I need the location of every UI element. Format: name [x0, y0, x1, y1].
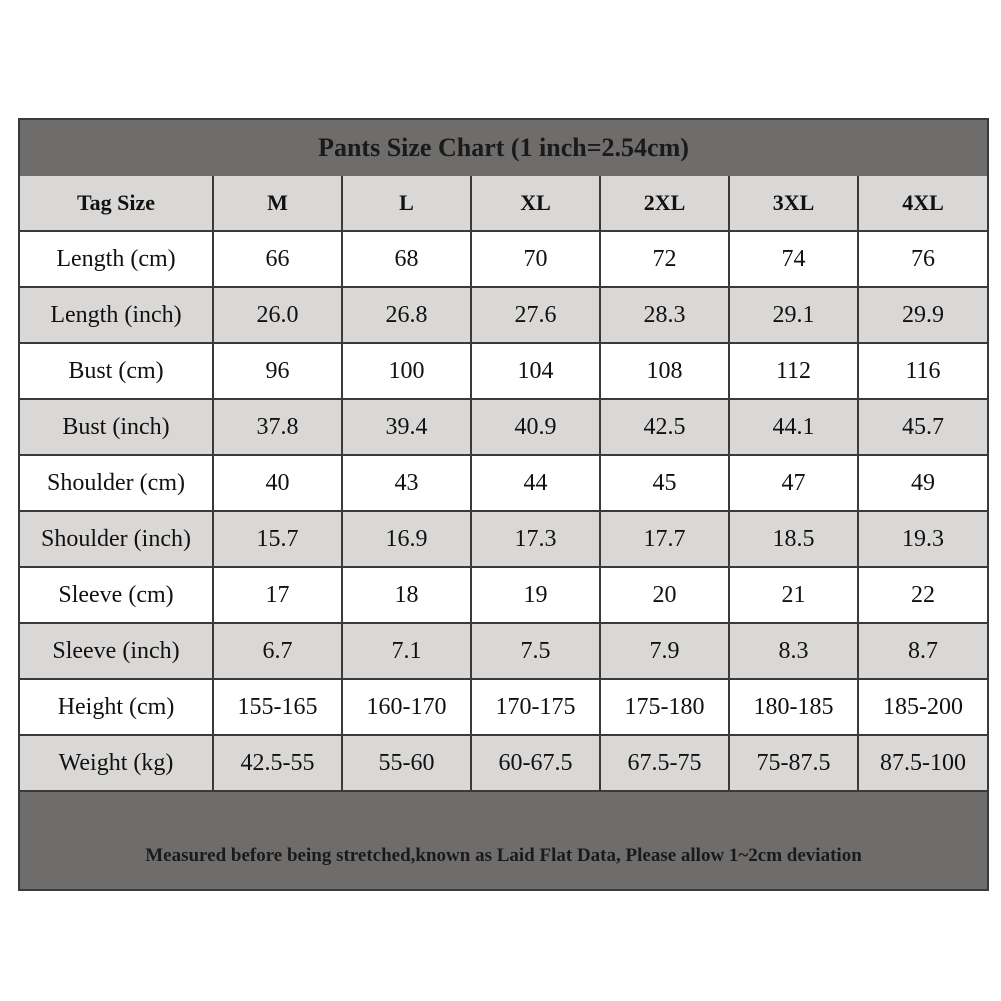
table-cell: 74 [729, 231, 858, 287]
row-label: Weight (kg) [20, 735, 213, 791]
table-cell: 21 [729, 567, 858, 623]
header-cell: 3XL [729, 176, 858, 231]
row-label: Sleeve (inch) [20, 623, 213, 679]
row-label: Shoulder (inch) [20, 511, 213, 567]
table-cell: 75-87.5 [729, 735, 858, 791]
table-cell: 6.7 [213, 623, 342, 679]
table-cell: 19.3 [858, 511, 987, 567]
table-cell: 28.3 [600, 287, 729, 343]
table-cell: 55-60 [342, 735, 471, 791]
table-cell: 160-170 [342, 679, 471, 735]
table-cell: 68 [342, 231, 471, 287]
table-row [20, 679, 987, 735]
table-cell: 39.4 [342, 399, 471, 455]
header-cell: 2XL [600, 176, 729, 231]
table-cell: 8.3 [729, 623, 858, 679]
table-cell: 100 [342, 343, 471, 399]
table-cell: 70 [471, 231, 600, 287]
table-row [20, 623, 987, 679]
row-label: Height (cm) [20, 679, 213, 735]
table-cell: 45.7 [858, 399, 987, 455]
table-cell: 42.5 [600, 399, 729, 455]
table-cell: 116 [858, 343, 987, 399]
table-cell: 18.5 [729, 511, 858, 567]
table-cell: 185-200 [858, 679, 987, 735]
table-cell: 76 [858, 231, 987, 287]
row-label: Bust (cm) [20, 343, 213, 399]
table-row [20, 231, 987, 287]
table-row [20, 455, 987, 511]
table-cell: 19 [471, 567, 600, 623]
table-cell: 170-175 [471, 679, 600, 735]
row-label: Length (cm) [20, 231, 213, 287]
header-cell: L [342, 176, 471, 231]
table-cell: 155-165 [213, 679, 342, 735]
table-cell: 44.1 [729, 399, 858, 455]
table-cell: 40.9 [471, 399, 600, 455]
table-cell: 42.5-55 [213, 735, 342, 791]
header-cell: M [213, 176, 342, 231]
table-row [20, 343, 987, 399]
table-cell: 104 [471, 343, 600, 399]
table-cell: 44 [471, 455, 600, 511]
table-cell: 87.5-100 [858, 735, 987, 791]
table-cell: 60-67.5 [471, 735, 600, 791]
row-label: Shoulder (cm) [20, 455, 213, 511]
table-cell: 7.1 [342, 623, 471, 679]
table-cell: 29.9 [858, 287, 987, 343]
row-label: Bust (inch) [20, 399, 213, 455]
table-cell: 16.9 [342, 511, 471, 567]
table-cell: 7.9 [600, 623, 729, 679]
table-cell: 18 [342, 567, 471, 623]
table-row [20, 287, 987, 343]
table-cell: 37.8 [213, 399, 342, 455]
table-cell: 22 [858, 567, 987, 623]
table-cell: 43 [342, 455, 471, 511]
chart-title: Pants Size Chart (1 inch=2.54cm) [20, 120, 987, 176]
header-cell: Tag Size [20, 176, 213, 231]
table-cell: 96 [213, 343, 342, 399]
table-cell: 180-185 [729, 679, 858, 735]
table-cell: 47 [729, 455, 858, 511]
table-cell: 8.7 [858, 623, 987, 679]
table-cell: 112 [729, 343, 858, 399]
table-row [20, 567, 987, 623]
size-chart [18, 118, 989, 891]
table-cell: 27.6 [471, 287, 600, 343]
size-table [20, 176, 987, 792]
table-cell: 29.1 [729, 287, 858, 343]
header-cell: 4XL [858, 176, 987, 231]
table-cell: 17.3 [471, 511, 600, 567]
table-row [20, 735, 987, 791]
table-row [20, 511, 987, 567]
table-cell: 26.0 [213, 287, 342, 343]
table-cell: 15.7 [213, 511, 342, 567]
table-cell: 72 [600, 231, 729, 287]
table-row [20, 399, 987, 455]
row-label: Length (inch) [20, 287, 213, 343]
table-header-row [20, 176, 987, 231]
table-cell: 40 [213, 455, 342, 511]
header-cell: XL [471, 176, 600, 231]
chart-footer-note: Measured before being stretched,known as Laid Flat Data, Please allow 1~2cm deviation [20, 822, 987, 889]
table-cell: 175-180 [600, 679, 729, 735]
table-cell: 7.5 [471, 623, 600, 679]
table-cell: 45 [600, 455, 729, 511]
table-cell: 66 [213, 231, 342, 287]
table-cell: 17.7 [600, 511, 729, 567]
table-cell: 20 [600, 567, 729, 623]
table-cell: 67.5-75 [600, 735, 729, 791]
row-label: Sleeve (cm) [20, 567, 213, 623]
table-cell: 17 [213, 567, 342, 623]
table-cell: 108 [600, 343, 729, 399]
table-cell: 26.8 [342, 287, 471, 343]
table-cell: 49 [858, 455, 987, 511]
